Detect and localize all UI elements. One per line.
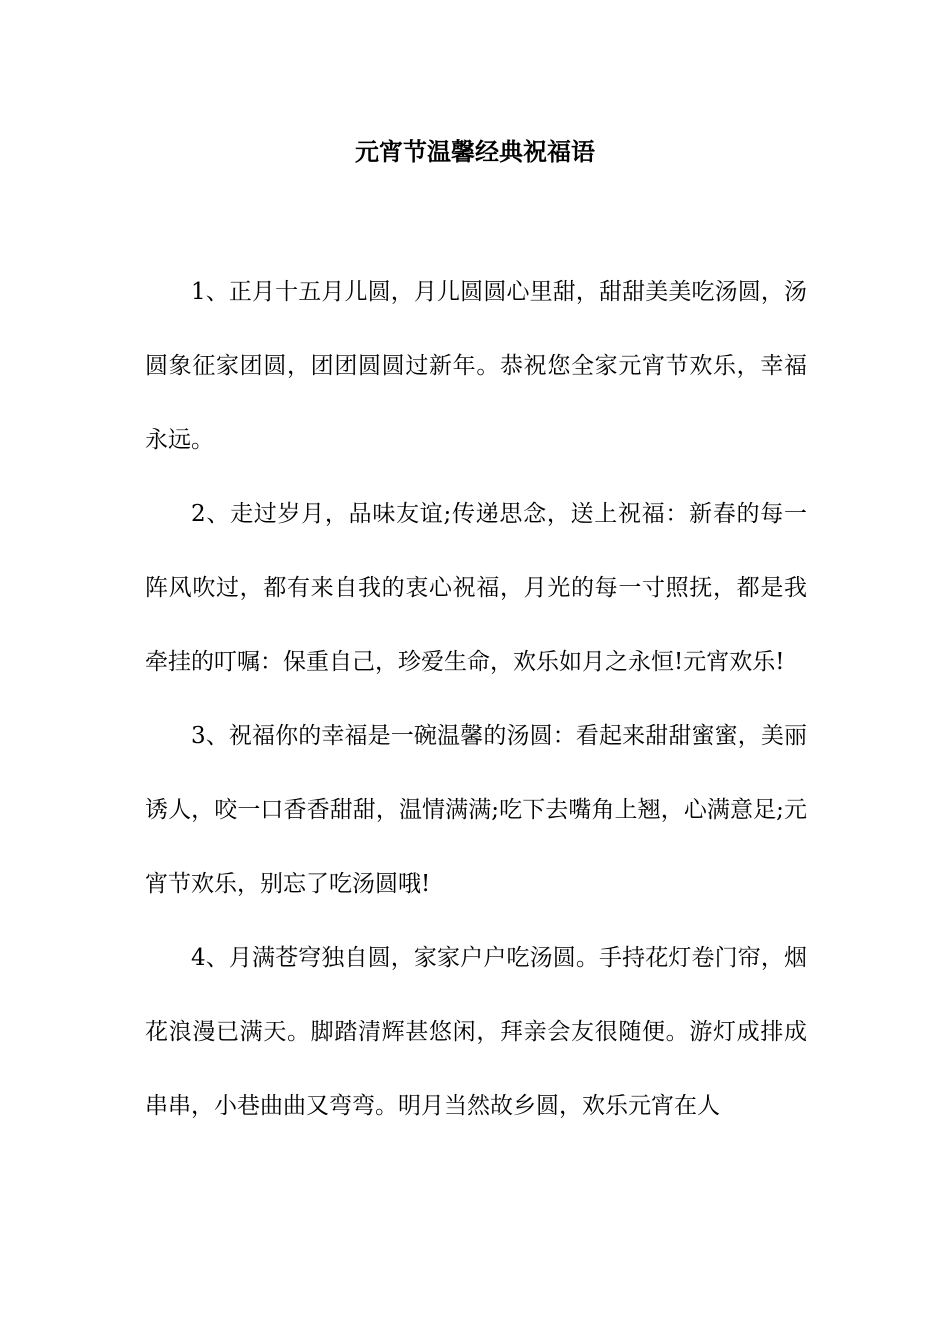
document-title: 元宵节温馨经典祝福语 [355, 137, 595, 166]
paragraph-2: 2、走过岁月，品味友谊;传递思念，送上祝福：新春的每一阵风吹过，都有来自我的衷心祝福，月光的每一寸照抚，都是我牵挂的叮嘱：保重自己，珍爱生命，欢乐如月之永恒!元宵欢乐! [145, 501, 807, 675]
document-body [145, 255, 807, 1143]
paragraph-4: 4、月满苍穹独自圆，家家户户吃汤圆。手持花灯卷门帘，烟花浪漫已满天。脚踏清辉甚悠闲，拜亲会友很随便。游灯成排成串串，小巷曲曲又弯弯。明月当然故乡圆，欢乐元宵在人 [145, 945, 807, 1119]
paragraph-3: 3、祝福你的幸福是一碗温馨的汤圆：看起来甜甜蜜蜜，美丽诱人，咬一口香香甜甜，温情满满;吃下去嘴角上翘，心满意足;元宵节欢乐，别忘了吃汤圆哦! [145, 723, 807, 897]
paragraph-1: 1、正月十五月儿圆，月儿圆圆心里甜，甜甜美美吃汤圆，汤圆象征家团圆，团团圆圆过新年。恭祝您全家元宵节欢乐，幸福永远。 [145, 279, 807, 453]
